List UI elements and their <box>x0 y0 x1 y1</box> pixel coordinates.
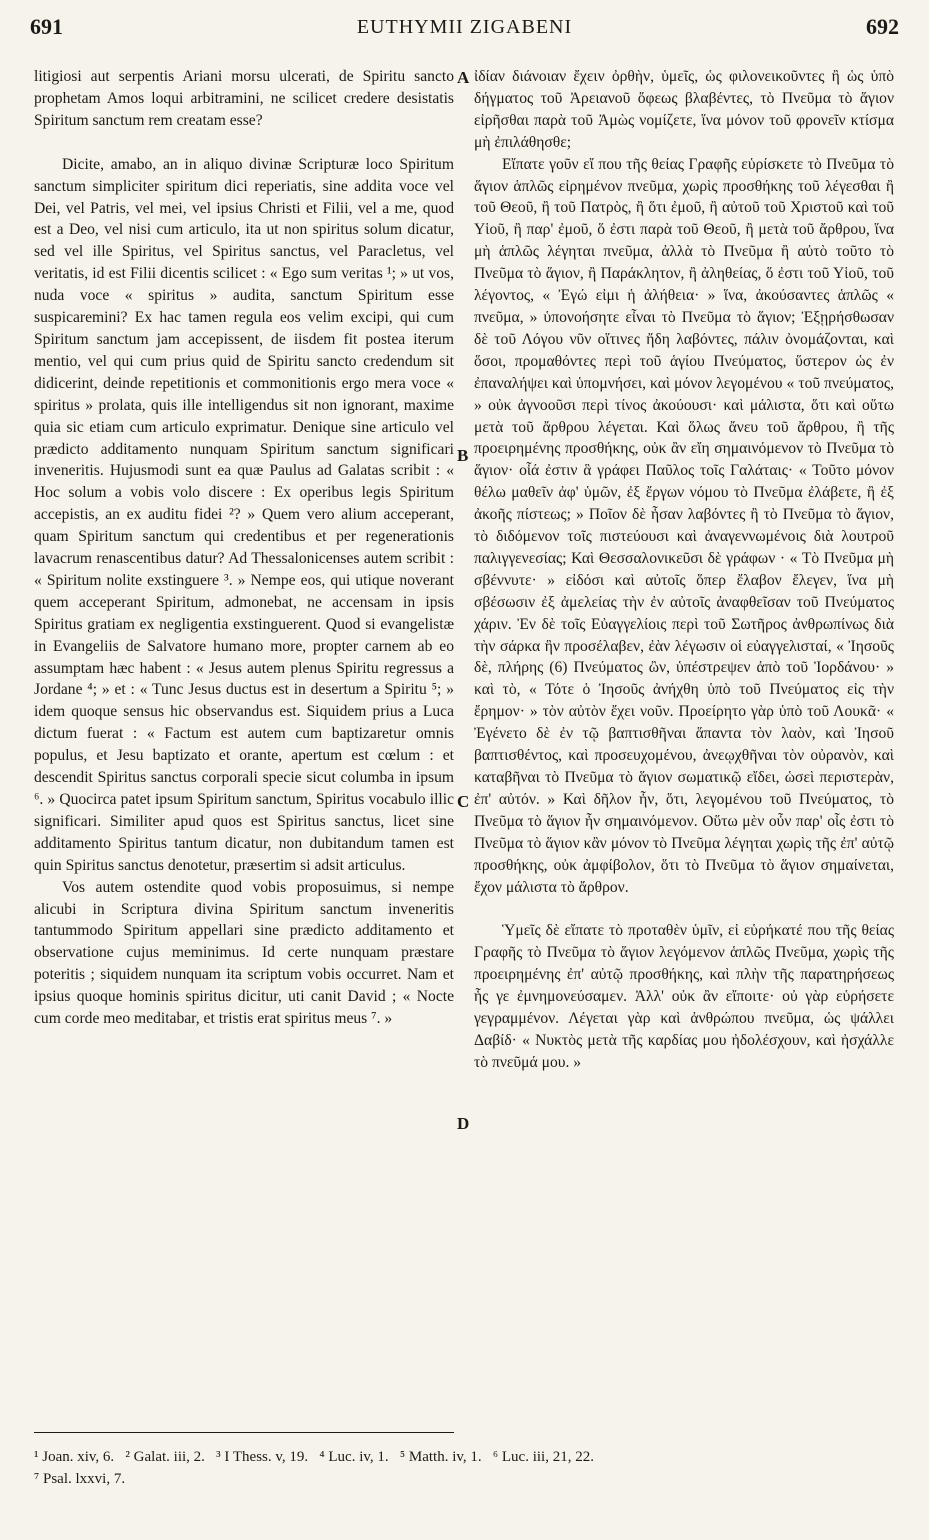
page-number-left: 691 <box>30 14 63 39</box>
footnote-line: ⁷ Psal. lxxvi, 7. <box>34 1471 126 1487</box>
footnote-divider <box>34 1432 454 1433</box>
greek-paragraph: Ὑμεῖς δὲ εἴπατε τὸ προταθὲν ὑμῖν, εἰ εὑρήκατέ που τῆς θείας Γραφῆς τὸ Πνεῦμα τὸ ἅγιον λεγόμενον ἁπλῶς Πνεῦμα, χωρὶς τῆς προειρημένης ἐπ' αὐτῷ προσθήκης, καὶ πλὴν τῆς παρατηρήσεως ἧς γε ἐμνημονεύσαμεν. Ἀλλ' οὐκ ἂν εἴποιτε· οὐ γὰρ εὑρήσετε γεγραμμένον. Λέγεται γὰρ καὶ ἀνθρώπου πνεῦμα, ὡς ψάλλει Δαβίδ· « Νυκτὸς μετὰ τῆς καρδίας μου ἠδολέσχουν, καὶ ἠσχάλλε τὸ πνεῦμά μου. » <box>474 922 894 1071</box>
footnotes <box>34 1446 894 1490</box>
margin-letter-b: B <box>457 446 469 465</box>
margin-letter-c: C <box>457 792 470 811</box>
latin-column <box>34 66 454 1030</box>
latin-paragraph: Dicite, amabo, an in aliquo divinæ Scripturæ loco Spiritum sanctum simpliciter spiritum dici reperiatis, sine addita voce vel Dei, vel Patris, vel mei, vel ipsius Christi et Filii, vel a me, quod est a Deo, vel nisi cum articulo, ita ut non spiritus solum dicatur, sed vel ille Spiritus, vel Spiritus sanctus, vel Paracletus, vel veritatis, id est Filii dicentis scilicet : « Ego sum veritas ¹; » ut vos, nuda voce « spiritus » audita, sanctum Spiritum esse suspicaremini? Ex hac tamen regula eos velim excipi, qui cum Spiritum sanctum jam accepissent, de iisdem fit postea iterum mentio, vel qui cum prius quid de Spiritu sancto credendum sit didicerint, deinde repetitionis et commonitionis ergo mera voce « spiritus » prolata, quis ille intelligendus sit non ignorant, maxime quia sic etiam cum articulo exprimatur. Denique sine articulo vel prædicto additamento nunquam Spiritum sanctum significari inveneritis. Hujusmodi sunt ea quæ Paulus ad Galatas scribit : « Hoc solum a vobis volo discere : Ex operibus legis Spiritum accepistis, an ex auditu fidei ²? » Quem vero alium acceperant, quam Spiritum sanctum qui credentibus et per regenerationis lavacrum renascentibus datur? Ad Thessalonicenses autem scribit : « Spiritum nolite exstinguere ³. » Nempe eos, qui utique noverant quem acceperant Spiritum, admonebat, ne accensam in ipsis Spiritus gratiam ex negligentia exstinguerent. Quod si evangelistæ in Evangeliis de Salvatore humano more, propter carnem ab eo assumptam hæc habent : « Jesus autem plenus Spiritu regressus a Jordane ⁴; » et : « Tunc Jesus ductus est in desertum a Spiritu ⁵; » idem quoque sensus hic observandus est. Siquidem prius a Luca dictum fuerat : « Factum est autem cum baptizaretur omnis populus, et Jesu baptizato et orante, apertum est cœlum : et descendit Spiritus sanctus corporali specie sicut columba in ipsum ⁶. » Quocirca patet ipsum Spiritum sanctum, Spiritus vocabulo illic significari. Similiter apud quos est Spiritus sanctus, licet sine additamento Spiritus tantum dicatur, non dubitandum tamen est quin Spiritus sanctus denotetur, præsertim si adsit articulus. <box>34 155 454 874</box>
margin-letter-d: D <box>457 1114 470 1133</box>
running-header <box>30 14 899 44</box>
greek-paragraph: Εἴπατε γοῦν εἴ που τῆς θείας Γραφῆς εὑρίσκετε τὸ Πνεῦμα τὸ ἅγιον ἁπλῶς εἰρημένον πνεῦμα, χωρὶς προσθήκης τοῦ λέγεσθαι ἢ τοῦ Θεοῦ, ἢ τοῦ Πατρὸς, ἢ ὅτι ἐμοῦ, ἢ αὐτοῦ τοῦ Χριστοῦ καὶ τοῦ Υἱοῦ, ἢ παρ' ἐμοῦ, ὅ ἐστι παρὰ τοῦ Θεοῦ, ἢ μετὰ τοῦ ἄρθρου, ἵνα μὴ ἁπλῶς λέγηται πνεῦμα, ἀλλὰ τὸ Πνεῦμα ἢ αὐτὸ τοῦτο τὸ Πνεῦμα τὸ ἅγιον, ἢ Παράκλητον, ἢ ἀληθείας, ὅ ἐστι τοῦ Υἱοῦ, τοῦ λέγοντος, « Ἐγώ εἰμι ἡ ἀλήθεια· » ἵνα, ἀκούσαντες ἁπλῶς « πνεῦμα, » ὑπονοήσητε εἶναι τὸ Πνεῦμα τὸ ἅγιον; Ἐξῃρήσθωσαν δὲ τοῦ Λόγου νῦν οἵτινες ἤδη λαβόντες, πάλιν ὀνομάζονται, καὶ ὅσοι, προμαθόντες περὶ τοῦ ἁγίου Πνεύματος, ὕστερον ὡς ἐν ἐπαναλήψει καὶ ὑπομνήσει, καὶ μόνον λεγομένου « τοῦ πνεύματος, » οὐκ ἀγνοοῦσι περὶ τίνος ἀκούουσι· καὶ μάλιστα, ὅτι καὶ οὕτω μετὰ τοῦ ἄρθρου λέγεται. Καὶ ὅλως ἄνευ τοῦ ἄρθρου, ἢ τῆς προειρημένης προσθήκης, οὐκ ἂν εἴη σημαινόμενον τὸ Πνεῦμα τὸ ἅγιον· οἷά ἐστιν ἃ γράφει Παῦλος τοῖς Γαλάταις· « Τοῦτο μόνον θέλω μαθεῖν ἀφ' ὑμῶν, ἐξ ἔργων νόμου τὸ Πνεῦμα ἐλάβετε, ἢ ἐξ ἀκοῆς πίστεως; » Ποῖον δὲ ἦσαν λαβόντες ἢ τὸ Πνεῦμα τὸ ἅγιον, τὸ διδόμενον τοῖς πιστεύουσι καὶ ἀναγεννωμένοις διὰ λουτροῦ παλιγγενεσίας; Καὶ Θεσσαλονικεῦσι δὲ γράφων · « Τὸ Πνεῦμα μὴ σβέννυτε· » εἰδόσι καὶ αὐτοῖς ὅπερ ἔλαβον ἔλεγεν, ἵνα μὴ σβέσωσιν ἐξ ἀμελείας τὴν ἐν αὐτοῖς ἀναφθεῖσαν τοῦ Πνεύματος χάριν. Ἐν δὲ τοῖς Εὐαγγελίοις περὶ τοῦ Σωτῆρος ἀνθρωπίνως διὰ τὴν σάρκα ἣν προσέλαβεν, ἐὰν λέγωσιν οἱ εὐαγγελισταί, « Ἰησοῦς δὲ, πλήρης (6) Πνεύματος ὢν, ὑπέστρεψεν ἀπὸ τοῦ Ἰορδάνου· » καὶ τὸ, « Τότε ὁ Ἰησοῦς ἀνήχθη ὑπὸ τοῦ Πνεύματος εἰς τὴν ἔρημον· » τὸν αὐτὸν ἔχει νοῦν. Προείρητο γὰρ ὑπὸ τοῦ Λουκᾶ· « Ἐγένετο δὲ ἐν τῷ βαπτισθῆναι ἅπαντα τὸν λαὸν, καὶ Ἰησοῦ βαπτισθέντος, καὶ προσευχομένου, ἀνεῳχθῆναι τὸν οὐρανὸν, καὶ καταβῆναι τὸ Πνεῦμα τὸ ἅγιον σωματικῷ εἴδει, ὡσεὶ περιστερὰν, ἐπ' αὐτόν. » Καὶ δῆλον ἦν, ὅτι, λεγομένου τοῦ Πνεύματος, τὸ Πνεῦμα τὸ ἅγιον ἦν σημαινόμενον. Οὕτω μὲν οὖν παρ' οἷς ἐστι τὸ Πνεῦμα τὸ ἅγιον κἂν μόνον τὸ Πνεῦμα λέγηται χωρὶς τῆς ἐπ' αὐτῷ προσθήκης, οὐκ ἀμφίβολον, ὅτι τὸ Πνεῦμα τὸ ἅγιον σημαίνεται, ἔχον μάλιστα τὸ ἄρθρον. <box>474 155 894 896</box>
page-number-right: 692 <box>866 14 899 39</box>
greek-column <box>474 66 894 1074</box>
latin-paragraph: litigiosi aut serpentis Ariani morsu ulcerati, de Spiritu sancto prophetam Amos loqui arbitramini, ne scilicet credere desistatis Spiritum sanctum rem creatam esse? <box>34 68 454 129</box>
margin-letter-a: A <box>457 68 470 87</box>
greek-paragraph: ἰδίαν διάνοιαν ἔχειν ὀρθὴν, ὑμεῖς, ὡς φιλονεικοῦντες ἢ ὡς ὑπὸ δήγματος τοῦ Ἀρειανοῦ ὄφεως βλαβέντες, τὸ Πνεῦμα τὸ ἅγιον εἰρῆσθαι παρὰ τοῦ Ἀμὼς νομίζετε, ἵνα μόνον τοῦ φρονεῖν κτίσμα μὴ ἐπιλάθησθε; <box>474 68 894 151</box>
latin-paragraph: Vos autem ostendite quod vobis proposuimus, si nempe alicubi in Scriptura divina Spiritum sanctum inveneritis tantummodo Spiritum appellari sine prædicto additamento et observatione cujus meminimus. Id certe nunquam præstare poteritis ; siquidem nunquam ita scriptum vobis occurret. Nam et ipsius quoque hominis spiritus dicitur, uti canit David ; « Nocte cum corde meo meditabar, et tristis erat spiritus meus ⁷. » <box>34 878 454 1028</box>
running-title: EUTHYMII ZIGABENI <box>356 16 573 38</box>
footnote-line: ¹ Joan. xiv, 6. ² Galat. iii, 2. ³ I Thess. v, 19. ⁴ Luc. iv, 1. ⁵ Matth. iv, 1. ⁶ Luc. iii, 21, 22. <box>34 1449 594 1465</box>
